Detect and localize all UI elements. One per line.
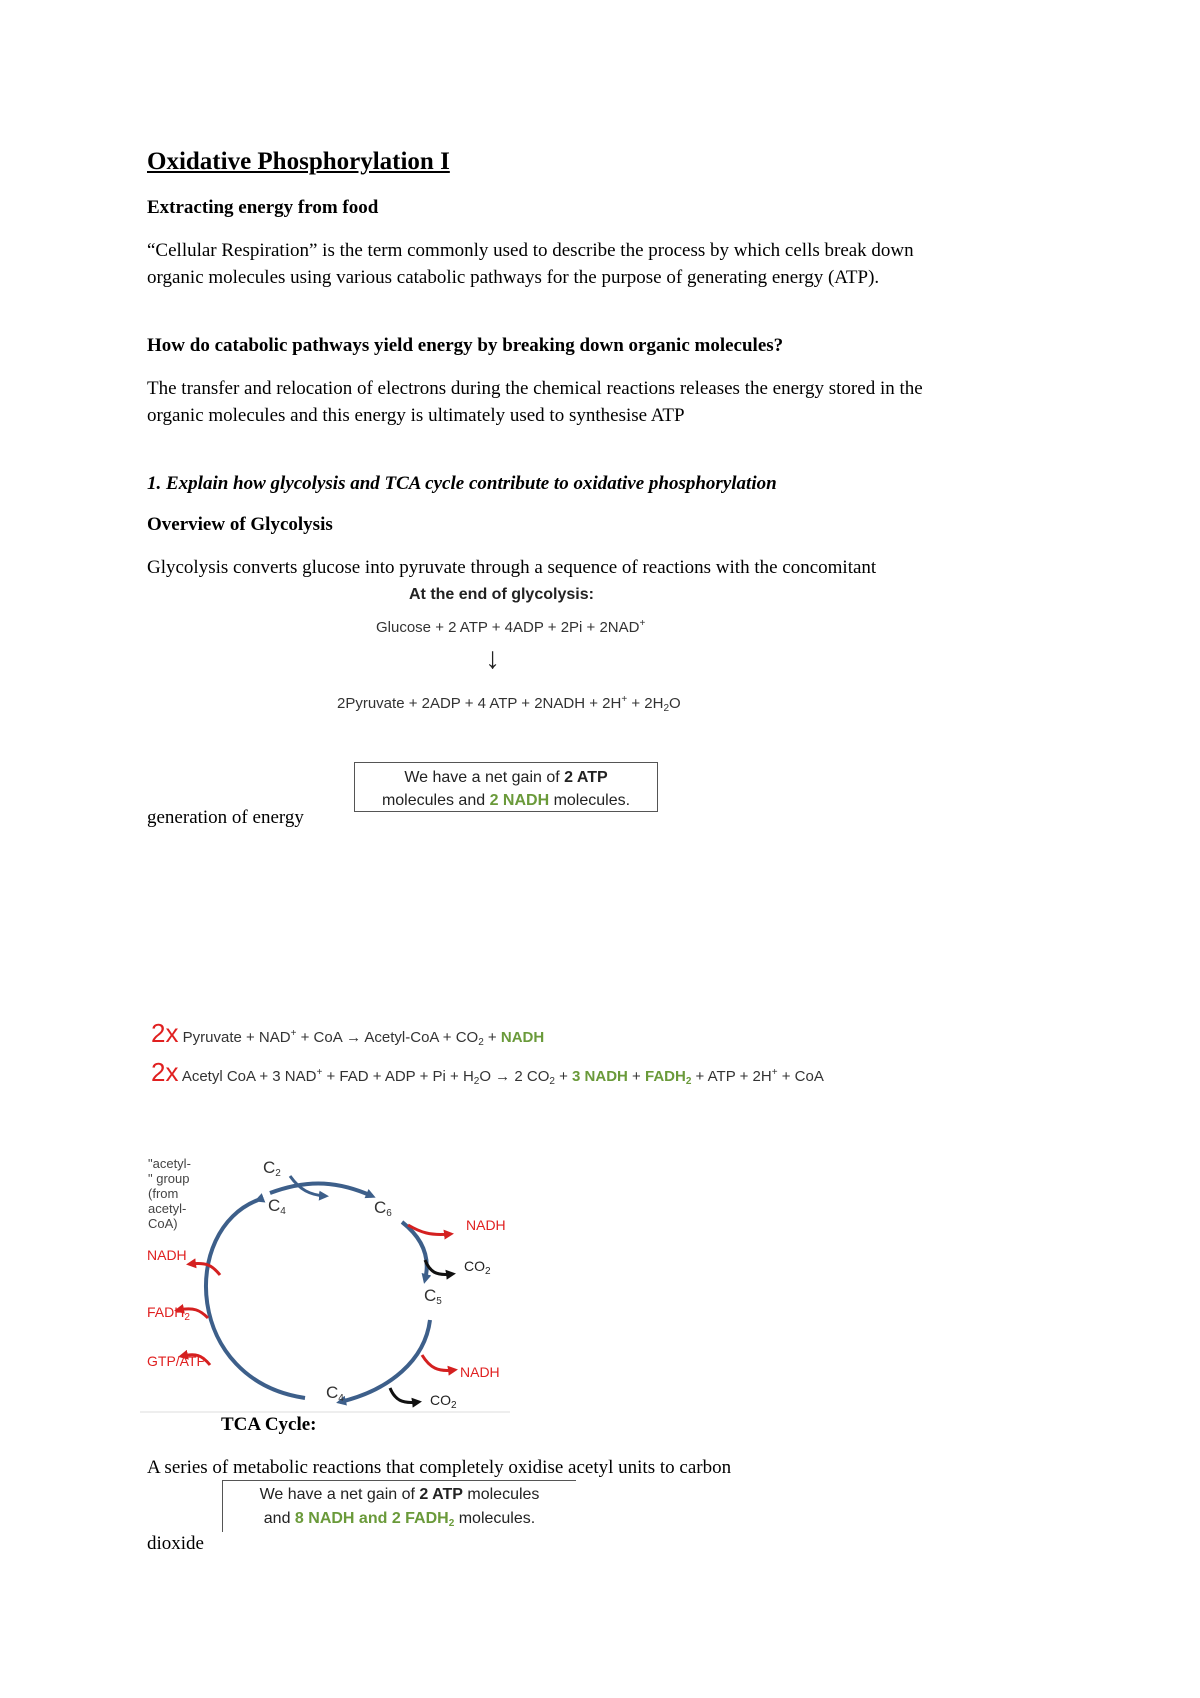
carbon-text: C — [326, 1383, 339, 1402]
box-text: and — [263, 1510, 295, 1527]
fadh2-label-left — [147, 1304, 190, 1323]
box-line — [223, 1483, 576, 1507]
glycolysis-paragraph-line2: generation of energy — [147, 807, 304, 828]
subscript: 2 — [478, 1037, 484, 1048]
subscript: 2 — [549, 1076, 555, 1087]
subscript: 2 — [485, 1266, 491, 1277]
subscript: 5 — [436, 1296, 442, 1307]
tca-paragraph-line1: A series of metabolic reactions that completely oxidise acetyl units to carbon — [147, 1457, 732, 1478]
paragraph-line: The transfer and relocation of electrons during the chemical reactions releases the energy stored in the — [147, 378, 923, 399]
co2-output-arrow-right — [425, 1260, 452, 1274]
cycle-arc-right-lower — [340, 1320, 430, 1402]
box-text: molecules — [462, 1486, 540, 1503]
subscript: 4 — [280, 1206, 286, 1217]
acetyl-group-label — [148, 1156, 191, 1231]
superscript: + — [290, 1028, 297, 1039]
reaction-text: Acetyl CoA + 3 NAD — [181, 1068, 317, 1085]
subscript: 2 — [685, 1076, 692, 1087]
superscript: + — [639, 618, 646, 629]
co2-label-right — [464, 1258, 491, 1277]
products-text: + 2H — [627, 695, 664, 712]
label-line: "acetyl-" group — [148, 1156, 191, 1186]
glycolysis-heading: Overview of Glycolysis — [147, 514, 333, 535]
subscript: 2 — [184, 1312, 190, 1323]
box-text: molecules. — [549, 792, 631, 809]
superscript: + — [316, 1067, 323, 1078]
subscript: 2 — [663, 703, 670, 714]
section-heading-catabolic-pathways: How do catabolic pathways yield energy by breaking down organic molecules? — [147, 335, 784, 356]
nadh-label-left: NADH — [147, 1247, 187, 1263]
reaction-text: + CoA — [777, 1068, 824, 1085]
reaction-text: Pyruvate + NAD — [182, 1029, 291, 1046]
box-text: molecules and — [381, 792, 490, 809]
subscript: 2 — [473, 1076, 480, 1087]
reaction-text: O → 2 CO — [479, 1068, 550, 1085]
subscript: 2 — [451, 1400, 457, 1411]
page-title: Oxidative Phosphorylation I — [147, 148, 450, 175]
box-text: We have a net gain of — [404, 769, 565, 786]
glycolysis-products — [337, 694, 681, 714]
box-line — [355, 789, 657, 812]
reaction-tca-overall — [151, 1057, 824, 1088]
reaction-text: + — [627, 1068, 645, 1085]
box-line — [355, 766, 657, 789]
glycolysis-paragraph-line1: Glycolysis converts glucose into pyruvate through a sequence of reactions with the concomitant — [147, 557, 877, 578]
box-text: molecules. — [454, 1510, 536, 1527]
multiplier: 2x — [151, 1018, 179, 1048]
nadh-label-right-bottom: NADH — [460, 1364, 500, 1380]
products-text: 2Pyruvate + 2ADP + 4 ATP + 2NADH + 2H — [337, 695, 622, 712]
reaction-text: + CoA → Acetyl-CoA + CO — [296, 1029, 479, 1046]
paragraph-electron-transfer — [147, 375, 923, 429]
paragraph-line: organic molecules and this energy is ultimately used to synthesise ATP — [147, 405, 685, 426]
reaction-text: + FAD + ADP + Pi + H — [322, 1068, 474, 1085]
subscript: 2 — [448, 1518, 455, 1529]
subscript: 4 — [338, 1393, 344, 1404]
co2-text: CO — [464, 1258, 485, 1274]
reaction-text-green: NADH — [500, 1029, 545, 1046]
carbon-text: C — [263, 1158, 276, 1177]
superscript: + — [621, 694, 628, 705]
section-heading-extracting-energy: Extracting energy from food — [147, 197, 379, 218]
glycolysis-figure-title: At the end of glycolysis: — [409, 586, 594, 603]
co2-label-bottom — [430, 1392, 457, 1411]
nadh-output-arrow-right-bottom — [422, 1355, 454, 1370]
box-text-green: 2 NADH — [489, 792, 550, 809]
reaction-text: + — [483, 1029, 501, 1046]
box-line — [223, 1507, 576, 1536]
superscript: + — [771, 1067, 778, 1078]
c6-label — [374, 1198, 392, 1219]
green-text: 8 NADH and 2 FADH — [294, 1510, 449, 1527]
co2-output-arrow-bottom — [390, 1388, 418, 1402]
tca-caption: TCA Cycle: — [221, 1414, 317, 1435]
carbon-text: C — [424, 1286, 437, 1305]
nadh-label-right-top: NADH — [466, 1217, 506, 1233]
carbon-text: C — [374, 1198, 387, 1217]
box-text-green — [295, 1510, 454, 1527]
question-heading: 1. Explain how glycolysis and TCA cycle contribute to oxidative phosphorylation — [147, 473, 777, 494]
tca-net-gain-box — [222, 1480, 576, 1532]
products-text: O — [669, 695, 681, 712]
cycle-arc-left — [206, 1200, 305, 1398]
multiplier: 2x — [151, 1057, 179, 1087]
reaction-text: + — [554, 1068, 573, 1085]
fadh-text: FADH — [147, 1304, 185, 1320]
down-arrow-icon: ↓ — [485, 642, 500, 675]
gtp-atp-label-left: GTP/ATP — [147, 1353, 206, 1369]
reaction-text: + ATP + 2H — [691, 1068, 772, 1085]
c4-bottom-label — [326, 1383, 344, 1404]
subscript: 6 — [386, 1208, 392, 1219]
box-text: We have a net gain of — [259, 1486, 420, 1503]
reaction-text-green — [645, 1068, 691, 1085]
reaction-text-green: 3 NADH — [572, 1068, 628, 1085]
fadh-text: FADH — [644, 1068, 686, 1085]
paragraph-line: “Cellular Respiration” is the term commonly used to describe the process by which cells break down — [147, 240, 914, 261]
subscript: 2 — [275, 1168, 281, 1179]
glycolysis-reactants — [376, 618, 645, 636]
paragraph-line: organic molecules using various catabolic pathways for the purpose of generating energy (ATP). — [147, 267, 880, 288]
carbon-text: C — [268, 1196, 281, 1215]
c2-label — [263, 1158, 281, 1179]
glycolysis-net-gain-box — [354, 762, 658, 812]
c5-label — [424, 1286, 442, 1307]
co2-text: CO — [430, 1392, 451, 1408]
c4-top-label — [268, 1196, 286, 1217]
box-text-bold: 2 ATP — [419, 1486, 463, 1503]
reactants-text: Glucose + 2 ATP + 4ADP + 2Pi + 2NAD — [376, 619, 640, 636]
paragraph-cellular-respiration — [147, 237, 914, 291]
label-line: (from acetyl-CoA) — [148, 1186, 187, 1231]
reaction-pyruvate-oxidation — [151, 1018, 544, 1049]
tca-paragraph-line2: dioxide — [147, 1533, 204, 1554]
box-text-bold: 2 ATP — [564, 769, 608, 786]
